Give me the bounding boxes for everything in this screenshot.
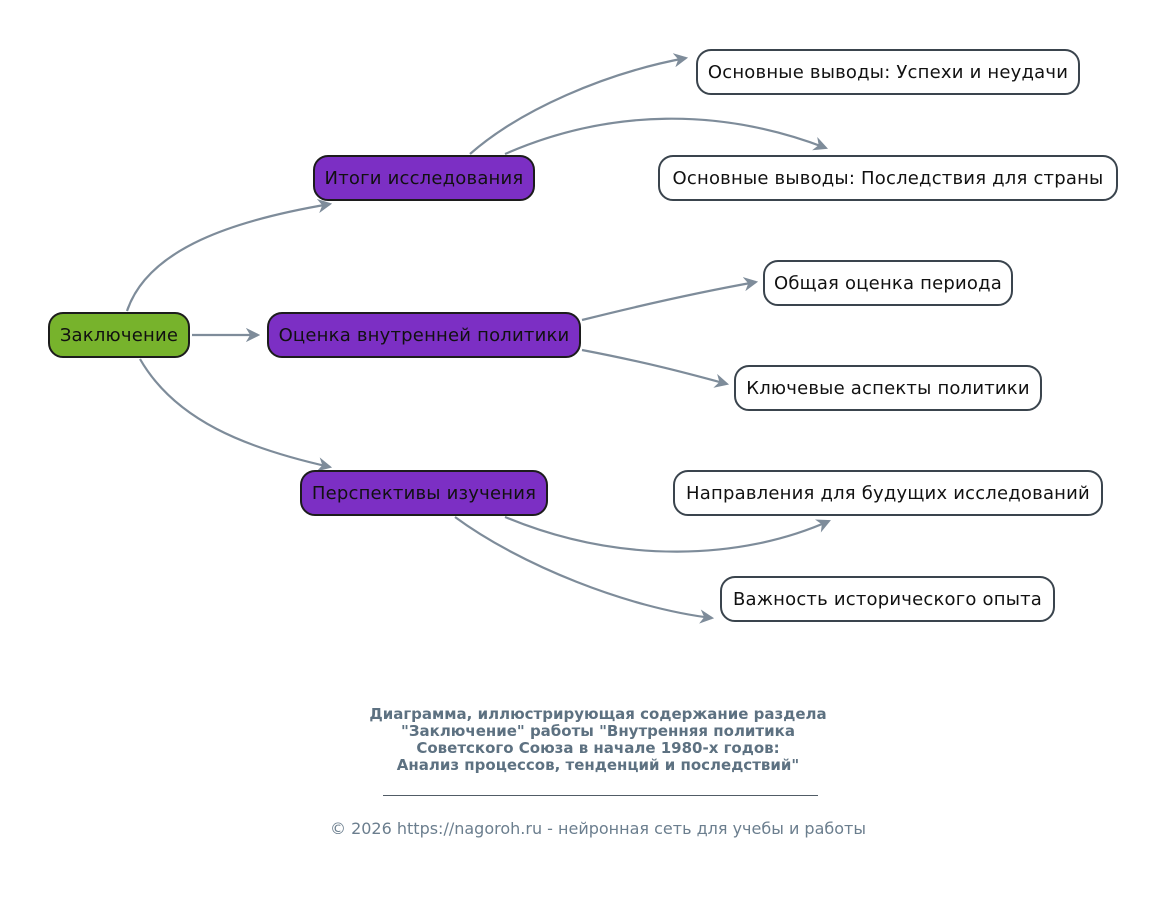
arrow-root-to-prospects [140, 359, 330, 467]
arrow-prospects-to-leaf5 [505, 517, 829, 552]
leaf-node-historical-experience: Важность исторического опыта [720, 576, 1055, 622]
arrow-assessment-to-leaf3 [582, 282, 756, 320]
arrow-results-to-leaf2 [505, 119, 826, 154]
caption-line: Диаграмма, иллюстрирующая содержание раздела [369, 705, 827, 723]
copyright-text: © 2026 https://nagoroh.ru - нейронная сеть для учебы и работы [329, 819, 866, 838]
branch-node-policy-assessment: Оценка внутренней политики [267, 312, 581, 358]
diagram-caption [0, 706, 1165, 774]
branch-node-study-prospects: Перспективы изучения [300, 470, 548, 516]
arrow-results-to-leaf1 [470, 58, 686, 154]
footer-divider [383, 795, 818, 796]
caption-line: "Заключение" работы "Внутренняя политика [401, 722, 795, 740]
leaf-node-future-research: Направления для будущих исследований [673, 470, 1103, 516]
root-node-conclusion: Заключение [48, 312, 190, 358]
caption-line: Советского Союза в начале 1980-х годов: [416, 739, 780, 757]
arrow-root-to-results [127, 204, 330, 311]
branch-node-research-results: Итоги исследования [313, 155, 535, 201]
caption-line: Анализ процессов, тенденций и последствий" [396, 756, 800, 774]
leaf-node-overall-assessment: Общая оценка периода [763, 260, 1013, 306]
arrow-assessment-to-leaf4 [582, 350, 727, 384]
arrow-prospects-to-leaf6 [455, 517, 712, 618]
leaf-node-key-aspects: Ключевые аспекты политики [734, 365, 1042, 411]
leaf-node-consequences: Основные выводы: Последствия для страны [658, 155, 1118, 201]
leaf-node-successes-failures: Основные выводы: Успехи и неудачи [696, 49, 1080, 95]
